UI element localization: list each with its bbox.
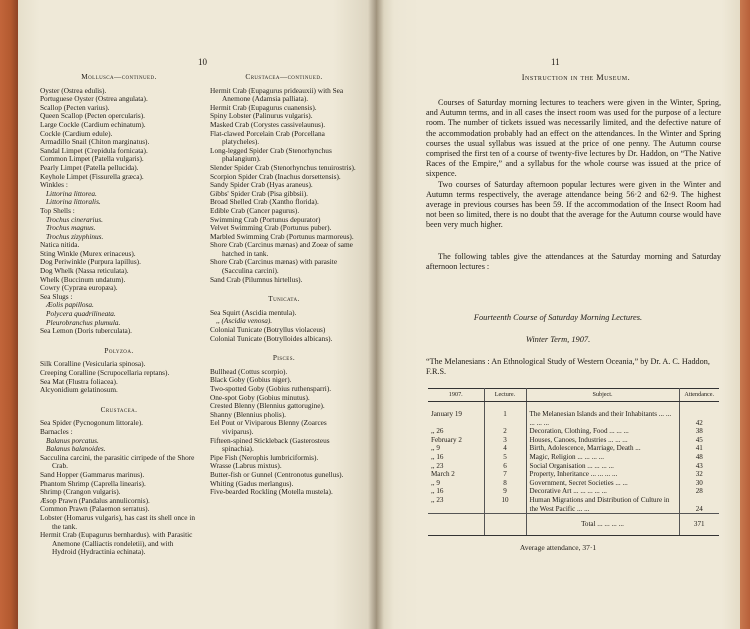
table-cell-subject: Social Organisation ... ... ... ...: [526, 462, 679, 471]
species-entry: Sacculina carcini, the parasitic cirripede of the Shore Crab.: [40, 452, 195, 471]
column-header: 1907.: [428, 389, 484, 402]
species-entry: Eel Pout or Viviparous Blenny (Zoarces viviparus).: [210, 418, 327, 436]
table-cell-date: ,, 23: [428, 462, 484, 471]
table-row: [428, 453, 719, 462]
species-entry: Littorina littoralis.: [46, 197, 101, 207]
species-entry: Æsop Prawn (Pandalus annulicornis).: [40, 495, 150, 505]
table-cell-attendance: 32: [695, 470, 703, 479]
species-entry: Queen Scallop (Pecten opercularis).: [40, 111, 145, 121]
species-entry: Shanny (Blennius pholis).: [210, 409, 287, 419]
species-entry: Creeping Coralline (Scrupocellaria reptans).: [40, 368, 170, 377]
table-cell-date: ,, 16: [428, 453, 484, 462]
species-entry: Portuguese Oyster (Ostrea angulata).: [40, 94, 148, 104]
table-cell-date: ,, 16: [428, 487, 484, 496]
species-entry: Butter-fish or Gunnel (Centronotus gunellus).: [210, 469, 344, 479]
page-number: 11: [551, 57, 560, 67]
species-entry: Sea Slugs :: [40, 291, 73, 301]
table-cell-attendance: 45: [695, 435, 703, 444]
table-cell-lecture: 7: [484, 470, 526, 479]
table-cell-subject: Decoration, Clothing, Food ... ... ...: [526, 427, 679, 436]
species-entry: Shrimp (Crangon vulgaris).: [40, 487, 121, 497]
species-entry: Whelk (Buccinum undatum).: [40, 274, 126, 284]
species-entry: Winkles :: [40, 180, 68, 190]
table-total-row: [428, 514, 719, 536]
table-cell-attendance: 28: [695, 487, 703, 496]
species-entry: Scallop (Pecten varius).: [40, 102, 110, 112]
table-row: [428, 444, 719, 453]
table-row: [428, 427, 719, 436]
table-cell-subject: Government, Secret Societies ... ...: [526, 479, 679, 488]
species-entry: Pipe Fish (Nerophis lumbriciformis).: [210, 452, 319, 462]
species-entry: Slender Spider Crab (Stenorhynchus tenuirostris).: [210, 162, 356, 172]
species-entry: Polycera quadrilineata.: [46, 309, 116, 319]
species-entry: ,, (Ascidia venosa).: [216, 316, 273, 326]
species-entry: Barnacles :: [40, 426, 73, 436]
species-entry: Sand Hopper (Gammarus marinus).: [40, 469, 145, 479]
species-entry: Pearly Limpet (Patella pellucida).: [40, 162, 139, 172]
species-column-2: [210, 73, 358, 497]
species-entry: Trochus zizyphinus.: [46, 231, 104, 241]
species-entry: Fifteen-spined Stickleback (Gasterosteus spinachia).: [210, 435, 330, 454]
species-entry: Silk Coralline (Vesicularia spinosa).: [40, 359, 146, 369]
table-cell-subject: Birth, Adolescence, Marriage, Death ...: [526, 444, 679, 453]
species-entry: Large Cockle (Cardium echinatum).: [40, 119, 146, 129]
species-entry: Scorpion Spider Crab (Inachus dorsettensis).: [210, 171, 341, 181]
species-entry: Two-spotted Goby (Gobius ruthensparri).: [210, 384, 332, 393]
species-entry: Colonial Tunicate (Botryllus violaceus): [210, 325, 326, 335]
species-entry: Pleurobranchus plumula.: [46, 317, 121, 327]
species-entry: Sandy Spider Crab (Hyas araneus).: [210, 180, 313, 190]
course-title: Fourteenth Course of Saturday Morning Lectures.: [473, 313, 643, 322]
species-entry: Keyhole Limpet (Fissurella græca).: [40, 171, 144, 181]
species-entry: Trochus magnus.: [46, 223, 96, 233]
section-heading: Tunicata.: [268, 294, 300, 304]
species-entry: Shore Crab (Carcinus mænas) and Zoeæ of same hatched in tank.: [210, 240, 353, 258]
table-cell-lecture: 10: [484, 496, 526, 514]
table-cell-subject: Houses, Canoes, Industries ... ... ...: [526, 436, 679, 445]
species-entry: Phantom Shrimp (Caprella linearis).: [40, 478, 146, 488]
species-entry: Balanus balanoides.: [46, 444, 106, 454]
section-heading: Crustacea—continued.: [245, 72, 323, 81]
species-entry: Hermit Crab (Eupagurus bernhardus). with Parasitic Anemone (Calliactis rondeletii), and with Hydroid (Hydractinia echinata).: [40, 530, 193, 557]
species-entry: Common Limpet (Patella vulgaris).: [40, 154, 144, 164]
species-entry: Long-legged Spider Crab (Stenorhynchus phalangium).: [210, 145, 332, 164]
species-entry: Black Goby (Gobius niger).: [210, 375, 292, 385]
table-cell-attendance: 42: [695, 418, 703, 427]
table-cell-attendance: 24: [695, 504, 703, 513]
total-label: Total ... ... ... ...: [526, 514, 679, 536]
species-entry: Colonial Tunicate (Botrylloides albicans).: [210, 333, 333, 343]
table-row: [428, 487, 719, 496]
body-text-intro-tables: [426, 252, 721, 272]
paragraph: Two courses of Saturday afternoon popular lectures were given in the Winter and Autumn terms respectively, the average attendance being 56·2 and 62·9. The highest average in previous courses has been 59. If the accommodation of the Insect Room had not been so limited, there is no doubt that the average for the Autumn course would have been very much higher.: [426, 179, 721, 230]
species-entry: Five-bearded Rockling (Motella mustela).: [210, 487, 333, 497]
right-page: [376, 0, 740, 629]
species-entry: Sea Mat (Flustra foliacea).: [40, 376, 118, 386]
species-entry: Hermit Crab (Eupagurus cuanensis).: [210, 102, 317, 112]
table-cell-date: ,, 9: [428, 479, 484, 488]
paragraph: The following tables give the attendances at the Saturday morning and Saturday afternoon lectures :: [426, 252, 721, 272]
book-cover-right-edge: [740, 0, 750, 629]
table-row: [428, 402, 719, 428]
table-row: [428, 479, 719, 488]
species-entry: Whiting (Gadus merlangus).: [210, 478, 294, 488]
table-cell-subject: The Melanesian Islands and their Inhabitants ... ... ... ... ...: [526, 402, 679, 428]
attendance-table: [428, 388, 719, 536]
column-header: Lecture.: [484, 389, 526, 402]
species-entry: Flat-clawed Porcelain Crab (Porcellana platycheles).: [210, 128, 325, 147]
table-cell-date: February 2: [428, 436, 484, 445]
species-entry: Dog Periwinkle (Purpura lapillus).: [40, 257, 141, 267]
species-entry: Dog Whelk (Nassa reticulata).: [40, 266, 129, 276]
species-entry: Top Shells :: [40, 205, 75, 215]
table-cell-attendance: 38: [695, 427, 703, 436]
species-entry: Common Prawn (Palaemon serratus).: [40, 504, 150, 514]
table-cell-lecture: 2: [484, 427, 526, 436]
body-text: [426, 98, 721, 231]
species-entry: Trochus cinerarius.: [46, 214, 103, 224]
species-entry: One-spot Goby (Gobius minutus).: [210, 392, 310, 402]
table-cell-subject: Decorative Art ... ... ... ... ...: [526, 487, 679, 496]
species-entry: Crested Blenny (Blennius gattorugine).: [210, 401, 325, 411]
table-row: [428, 496, 719, 514]
table-row: [428, 436, 719, 445]
table-cell-date: ,, 26: [428, 427, 484, 436]
species-entry: Broad Shelled Crab (Xantho florida).: [210, 197, 319, 207]
table-cell-lecture: 8: [484, 479, 526, 488]
species-entry: Cowry (Cypræa europæa).: [40, 283, 118, 293]
species-entry: Alcyonidium gelatinosum.: [40, 385, 118, 395]
species-entry: Cockle (Cardium edule).: [40, 128, 113, 138]
species-entry: Hermit Crab (Eupagurus prideauxii) with Sea Anemone (Adamsia palliata).: [210, 85, 344, 104]
section-heading: Polyzoa.: [104, 345, 134, 355]
species-entry: Sea Lemon (Doris tuberculata).: [40, 326, 132, 336]
species-entry: Sandal Limpet (Crepidula fornicata).: [40, 145, 148, 155]
species-entry: Sea Squirt (Ascidia mentula).: [210, 307, 297, 317]
table-cell-attendance: 30: [695, 478, 703, 487]
table-cell-lecture: 4: [484, 444, 526, 453]
column-header: Attendance.: [679, 389, 719, 402]
term-heading: Winter Term, 1907.: [525, 335, 591, 344]
column-header: Subject.: [526, 389, 679, 402]
table-cell-date: January 19: [428, 402, 484, 428]
book-cover-left-edge: [0, 0, 18, 629]
lecture-series-title: “The Melanesians : An Ethnological Study of Western Oceania,” by Dr. A. C. Haddon, F.R.S.: [426, 357, 710, 377]
species-entry: Armadillo Snail (Chiton marginatus).: [40, 137, 150, 147]
table-cell-lecture: 1: [484, 402, 526, 428]
table-cell-date: ,, 9: [428, 444, 484, 453]
species-entry: Balanus porcatus.: [46, 435, 99, 445]
table-cell-empty: [484, 514, 526, 536]
species-entry: Bullhead (Cottus scorpio).: [210, 366, 288, 376]
section-heading: Crustacea.: [100, 404, 138, 414]
species-entry: Swimming Crab (Portunus depurator): [210, 214, 321, 224]
table-cell-attendance: 48: [695, 452, 703, 461]
total-value: 371: [679, 514, 719, 536]
left-page: [18, 0, 376, 629]
table-cell-lecture: 6: [484, 462, 526, 471]
table-cell-subject: Magic, Religion ... ... ... ...: [526, 453, 679, 462]
table-cell-date: ,, 23: [428, 496, 484, 514]
species-entry: Sand Crab (Pilumnus hirtellus).: [210, 274, 303, 284]
section-heading: Mollusca—continued.: [81, 72, 157, 81]
table-cell-lecture: 5: [484, 453, 526, 462]
species-entry: Edible Crab (Cancer pagurus).: [210, 205, 300, 215]
table-cell-attendance: 41: [695, 444, 703, 453]
species-entry: Sea Spider (Pycnogonum littorale).: [40, 418, 143, 428]
species-column-1: [40, 73, 198, 557]
species-entry: Velvet Swimming Crab (Portunus puber).: [210, 223, 332, 233]
species-entry: Lobster (Homarus vulgaris), has cast its shell once in the tank.: [40, 512, 196, 531]
species-entry: Natica nitida.: [40, 240, 80, 250]
table-cell-subject: Human Migrations and Distribution of Culture in the West Pacific ... ...: [526, 496, 679, 514]
species-entry: Masked Crab (Corystes cassivelaunus).: [210, 119, 326, 129]
table-row: [428, 470, 719, 479]
table-cell-lecture: 9: [484, 487, 526, 496]
page-number: 10: [198, 57, 207, 67]
paragraph: Courses of Saturday morning lectures to teachers were given in the Winter, Spring, and Autumn terms, and in all cases the insect room was used for the purpose of a lecture room. The number of tickets issued was necessarily limited, and the defective nature of the accommodation probably had an effect on the attendances. In the Winter and Spring courses the usual syllabus was issued at the price of one penny. The Autumn course comprised the first ten of a course of twenty-five lectures by Dr. Haddon, on “The Native Races of the Empire,” and a syllabus for the whole course was issued at the price of sixpence.: [426, 98, 721, 179]
species-entry: Littorina littorea.: [46, 188, 97, 198]
species-entry: Spiny Lobster (Palinurus vulgaris).: [210, 111, 313, 121]
section-title: Instruction in the Museum.: [521, 73, 631, 82]
average-attendance: Average attendance, 37·1: [519, 543, 597, 552]
table-cell-subject: Property, Inheritance ... ... ... ...: [526, 470, 679, 479]
species-entry: Shore Crab (Carcinus mænas) with parasite (Sacculina carcini).: [210, 257, 338, 276]
species-entry: Marbled Swimming Crab (Portunus marmoreus).: [210, 231, 354, 241]
species-entry: Wrasse (Labrus mixtus).: [210, 461, 282, 471]
table-cell-lecture: 3: [484, 436, 526, 445]
species-entry: Æolis papillosa.: [46, 300, 94, 310]
table-cell-date: March 2: [428, 470, 484, 479]
table-row: [428, 462, 719, 471]
table-cell-empty: [428, 514, 484, 536]
section-heading: Pisces.: [272, 353, 296, 363]
book-gutter: [368, 0, 384, 629]
species-entry: Sting Winkle (Murex erinaceus).: [40, 248, 136, 258]
species-entry: Gibbs' Spider Crab (Pisa gibbsii).: [210, 188, 308, 198]
species-entry: Oyster (Ostrea edulis).: [40, 85, 107, 95]
table-cell-attendance: 43: [695, 461, 703, 470]
